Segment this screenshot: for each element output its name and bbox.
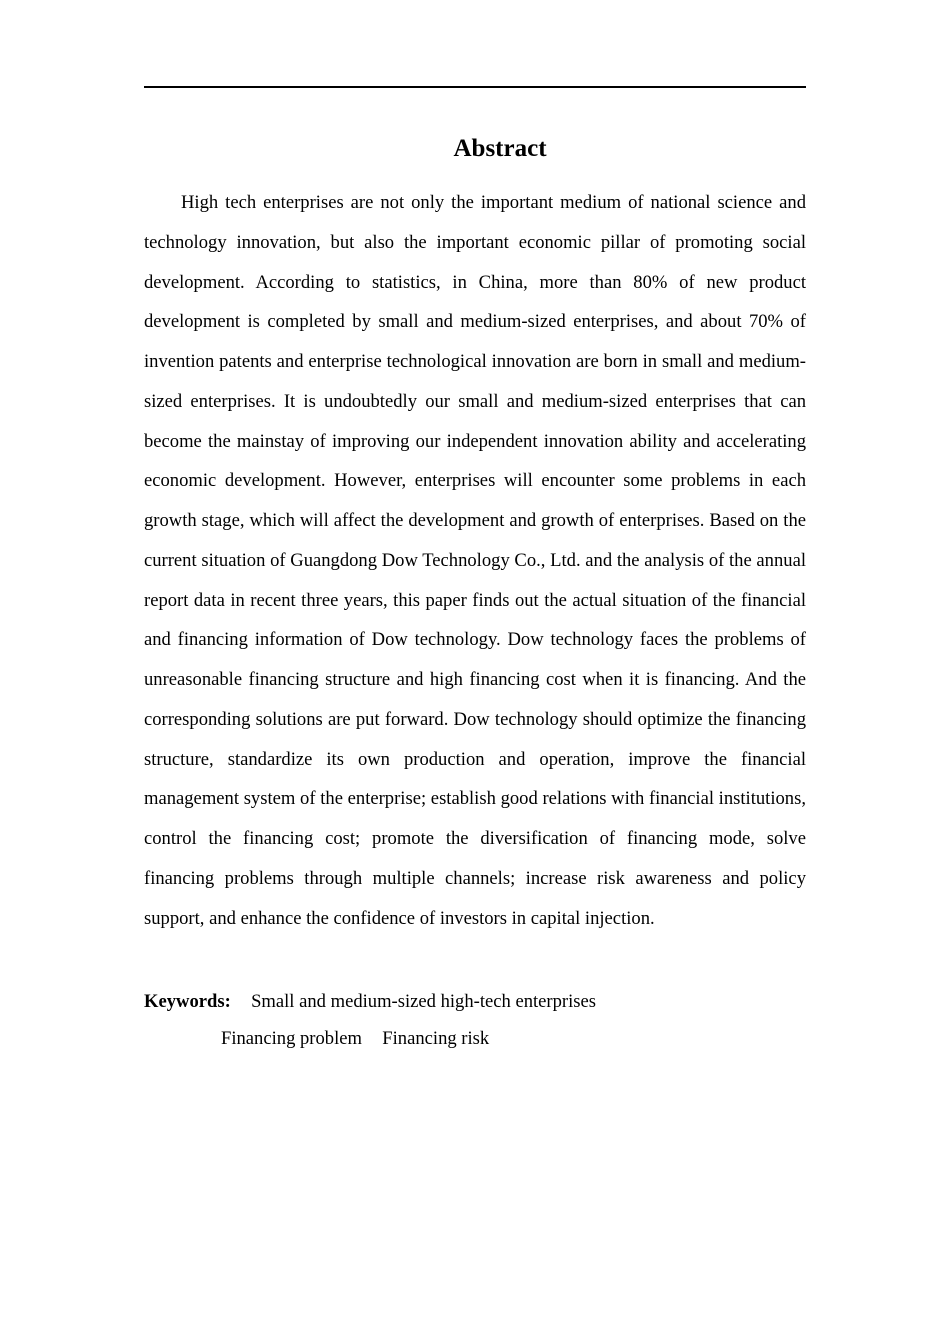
- header-rule: [144, 86, 806, 88]
- keywords-label: Keywords:: [144, 991, 231, 1012]
- keywords-section: [144, 983, 806, 1057]
- keyword-item: Financing problem: [221, 1028, 362, 1049]
- keywords-line-1: [144, 983, 806, 1020]
- keyword-item: Financing risk: [382, 1028, 490, 1049]
- keywords-line-2: [144, 1020, 806, 1057]
- abstract-body: High tech enterprises are not only the important medium of national science and technology innovation, but also the important economic pillar of promoting social development. According to statistics, in China, more than 80% of new product development is completed by small and medium-sized enterprises, and about 70% of invention patents and enterprise technological innovation are born in small and medium-sized enterprises. It is undoubtedly our small and medium-sized enterprises that can become the mainstay of improving our independent innovation ability and accelerating economic development. However, enterprises will encounter some problems in each growth stage, which will affect the development and growth of enterprises. Based on the current situation of Guangdong Dow Technology Co., Ltd. and the analysis of the annual report data in recent three years, this paper finds out the actual situation of the financial and financing information of Dow technology. Dow technology faces the problems of unreasonable financing structure and high financing cost when it is financing. And the corresponding solutions are put forward. Dow technology should optimize the financing structure, standardize its own production and operation, improve the financial management system of the enterprise; establish good relations with financial institutions, control the financing cost; promote the diversification of financing mode, solve financing problems through multiple channels; increase risk awareness and policy support, and enhance the confidence of investors in capital injection.: [144, 192, 806, 929]
- keyword-item: Small and medium-sized high-tech enterprises: [251, 991, 596, 1012]
- page-title: Abstract: [453, 135, 547, 162]
